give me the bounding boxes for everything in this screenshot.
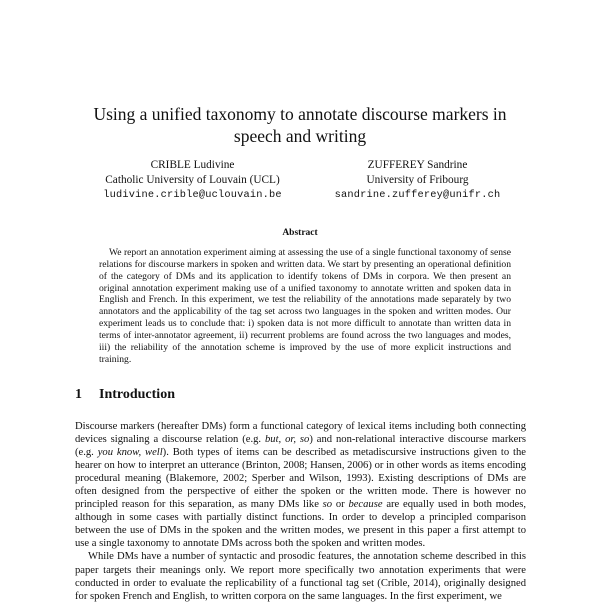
section-title: Introduction [99,387,175,402]
text-run: ) and non-relational interactive discourse markers (e.g. [75,434,527,459]
author-name: CRIBLE Ludivine [150,159,235,171]
author-name: ZUFFEREY Sandrine [367,159,468,171]
author-email: sandrine.zufferey@unifr.ch [334,189,501,201]
example-term: because [348,499,383,511]
text-run: ). Both types of items can be described as metadiscursive instructions given to the hearer on how to interpret an utterance (Brinton, 2008; Hansen, 2006) or in other words as items encoding procedural meaning (Blakemore, 2002; Sperber and Wilson, 1993). Existing descriptions of DMs are often designed from the perspective of either the spoken or the written mode. There is however no principled reason for this separation, as many DMs like [75,447,526,511]
author-affiliation: Catholic University of Louvain (UCL) [105,174,280,186]
author-email: ludivine.crible@uclouvain.be [103,189,282,201]
text-run: Discourse markers (hereafter DMs) form a functional category of lexical items including both connecting devices signaling a discourse relation (e.g. [75,421,526,446]
author-block-1 [75,158,310,203]
example-term: you know, well [97,447,163,459]
paragraph-1 [75,420,526,550]
section-number: 1 [75,387,82,402]
author-affiliation: University of Fribourg [366,174,469,186]
paragraph-2: While DMs have a number of syntactic and prosodic features, the annotation scheme described in this paper targets their meanings only. We report more specifically two annotation experiments that were conducted in order to evaluate the replicability of a functional tag set (Crible, 2014), originally designed for spoken French and English, to written corpora on the same languages. In the first experiment, we [75,551,526,602]
title-line-1: Using a unified taxonomy to annotate discourse markers in [93,104,507,124]
text-run: or [332,499,349,511]
abstract-text: We report an annotation experiment aiming at assessing the use of a single functional taxonomy of sense relations for discourse markers in spoken and written data. We start by presenting an operational definition of the category of DMs and its application to identify tokens of DMs in corpora. We then present an original annotation experiment making use of a unified taxonomy to annotate written and spoken data in English and French. In this experiment, we test the reliability of the annotations made separately by two annotators and the applicability of the tag set across two languages in the spoken and written modes. Our experiment leads us to conclude that: i) spoken data is not more difficult to annotate than written data in terms of inter-annotator agreement, ii) recurrent problems are found across the two languages and modes, iii) the reliability of the annotation scheme is improved by the use of more explicit instructions and training. [99,247,511,365]
section-heading [75,386,175,404]
abstract-heading: Abstract [282,228,318,238]
author-block-2 [310,158,525,203]
text-run: are equally used in both modes, although in some cases with partially distinct functions. In order to develop a principled comparison between the use of DMs in the spoken and the written modes, we present in this paper a first attempt to use a single taxonomy to annotate DMs across both the spoken and written modes. [75,499,526,550]
paper-title [60,103,540,147]
example-term: but, or, so [265,434,310,446]
title-line-2: speech and writing [233,126,367,146]
body-text [75,420,526,603]
example-term: so [322,499,333,511]
